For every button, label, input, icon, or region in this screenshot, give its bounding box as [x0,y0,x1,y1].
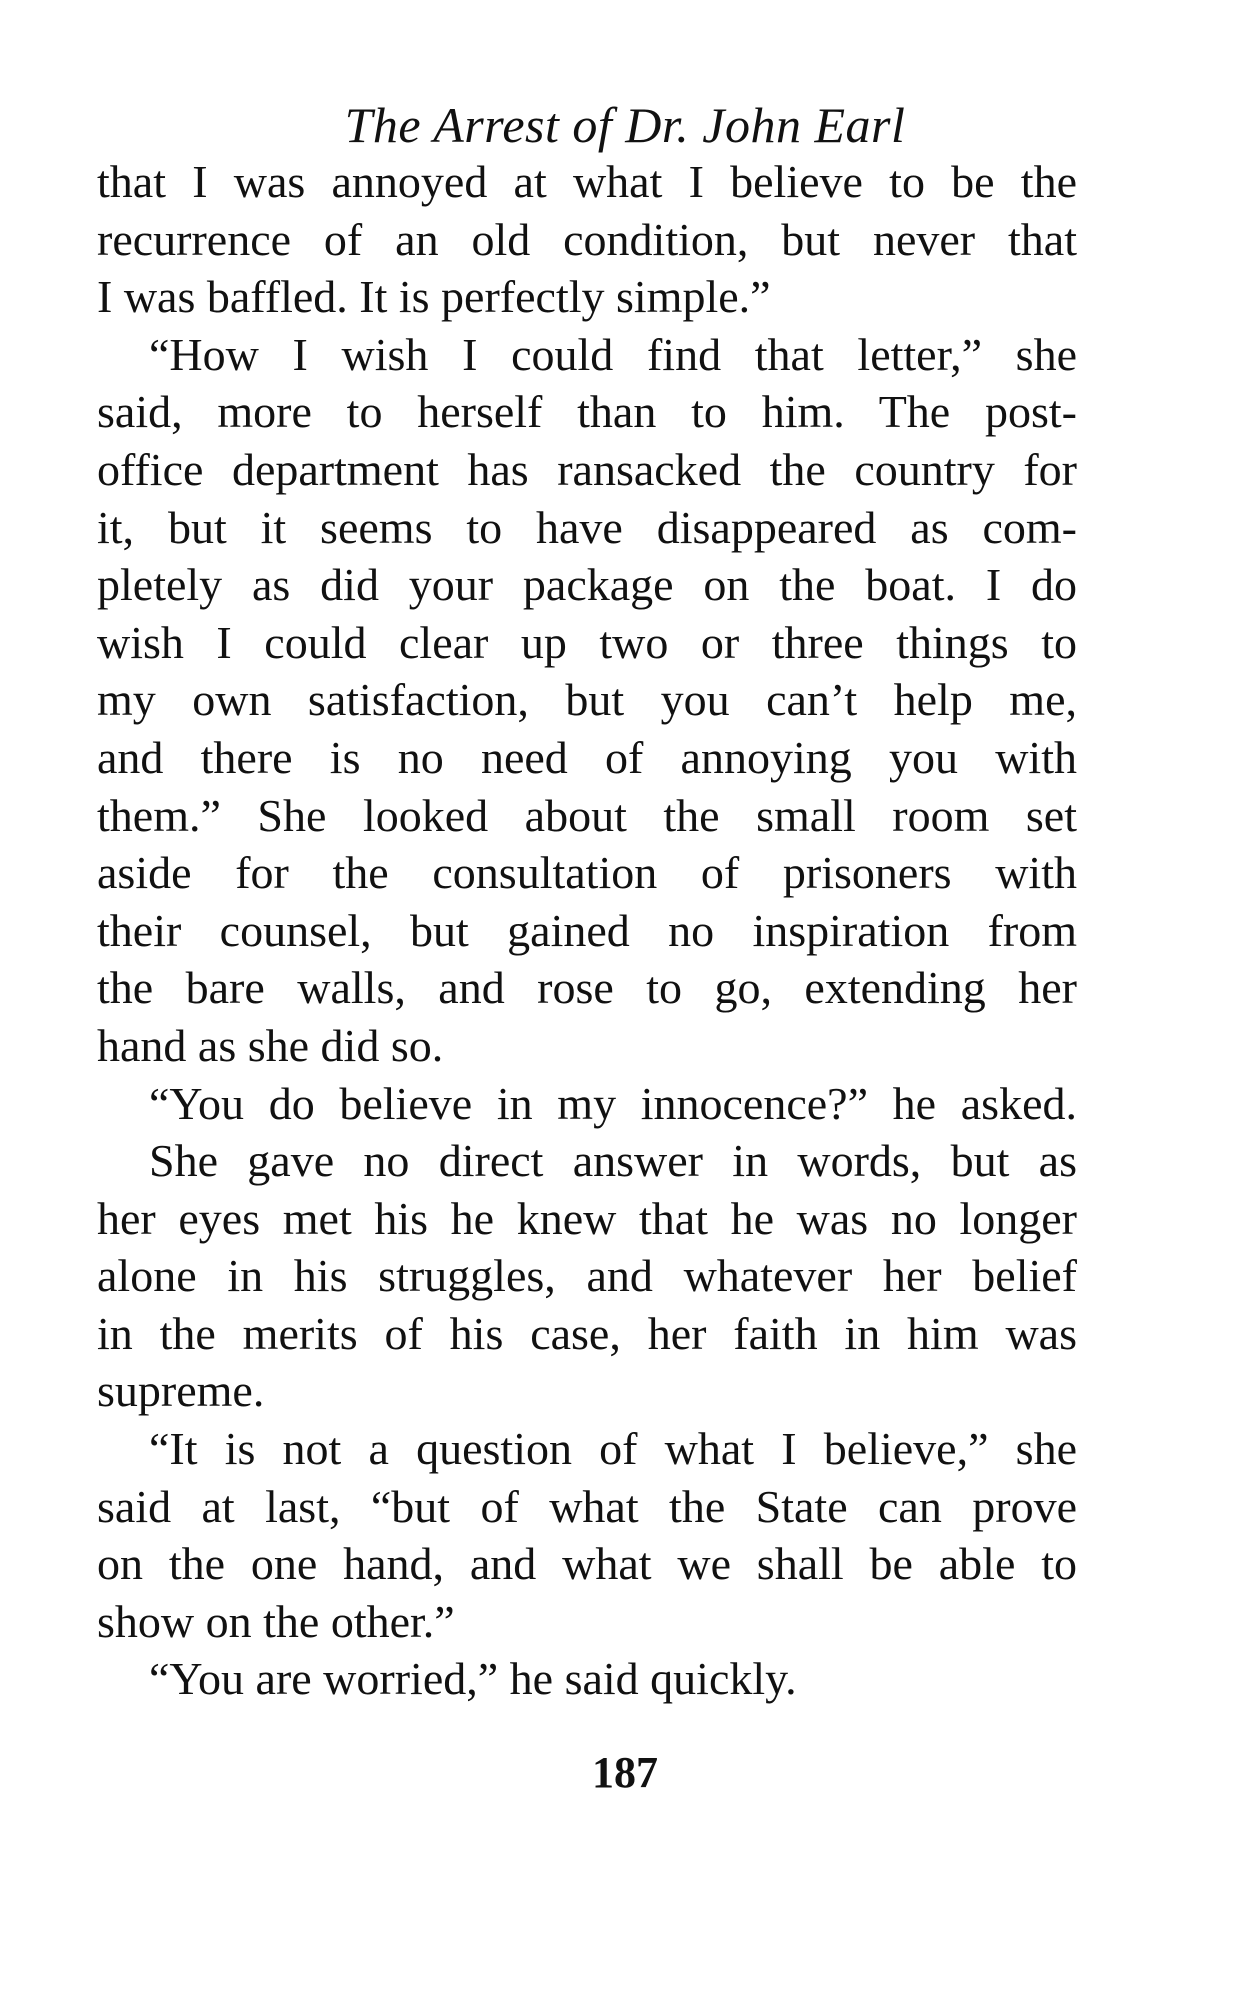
page-number: 187 [592,1748,658,1797]
text-line: said, more to herself than to him. The post- [97,386,1077,438]
text-line: office department has ransacked the country for [97,443,1077,495]
text-line: them.” She looked about the small room set [97,789,1077,841]
text-line: She gave no direct answer in words, but as [149,1135,1077,1187]
text-line: hand as she did so. [97,1019,444,1071]
running-head: The Arrest of Dr. John Earl [344,97,906,153]
text-line: it, but it seems to have disappeared as com- [97,501,1077,553]
text-line: on the one hand, and what we shall be able to [97,1538,1077,1590]
text-line: the bare walls, and rose to go, extending her [97,962,1077,1014]
text-line: I was baffled. It is perfectly simple.” [97,271,771,323]
text-line: “How I wish I could find that letter,” she [149,328,1077,380]
text-line: “It is not a question of what I believe,” she [149,1423,1077,1475]
text-line: said at last, “but of what the State can prove [97,1480,1077,1532]
text-line: “You are worried,” he said quickly. [149,1653,797,1705]
text-line: her eyes met his he knew that he was no longer [97,1192,1077,1244]
text-line: my own satisfaction, but you can’t help me, [97,674,1077,726]
text-line: their counsel, but gained no inspiration from [97,904,1077,956]
text-line: in the merits of his case, her faith in him was [97,1307,1077,1359]
text-line: alone in his struggles, and whatever her belief [97,1250,1077,1302]
text-line: and there is no need of annoying you with [97,731,1077,783]
text-line: aside for the consultation of prisoners with [97,847,1077,899]
text-line: wish I could clear up two or three things to [97,616,1077,668]
text-line: recurrence of an old condition, but never that [97,213,1077,265]
text-line: supreme. [97,1365,265,1417]
text-line: “You do believe in my innocence?” he asked. [149,1077,1077,1129]
text-line: that I was annoyed at what I believe to be the [97,156,1077,207]
text-line: pletely as did your package on the boat. I do [97,559,1077,611]
body-text [97,153,1077,1708]
text-line: show on the other.” [97,1595,455,1647]
